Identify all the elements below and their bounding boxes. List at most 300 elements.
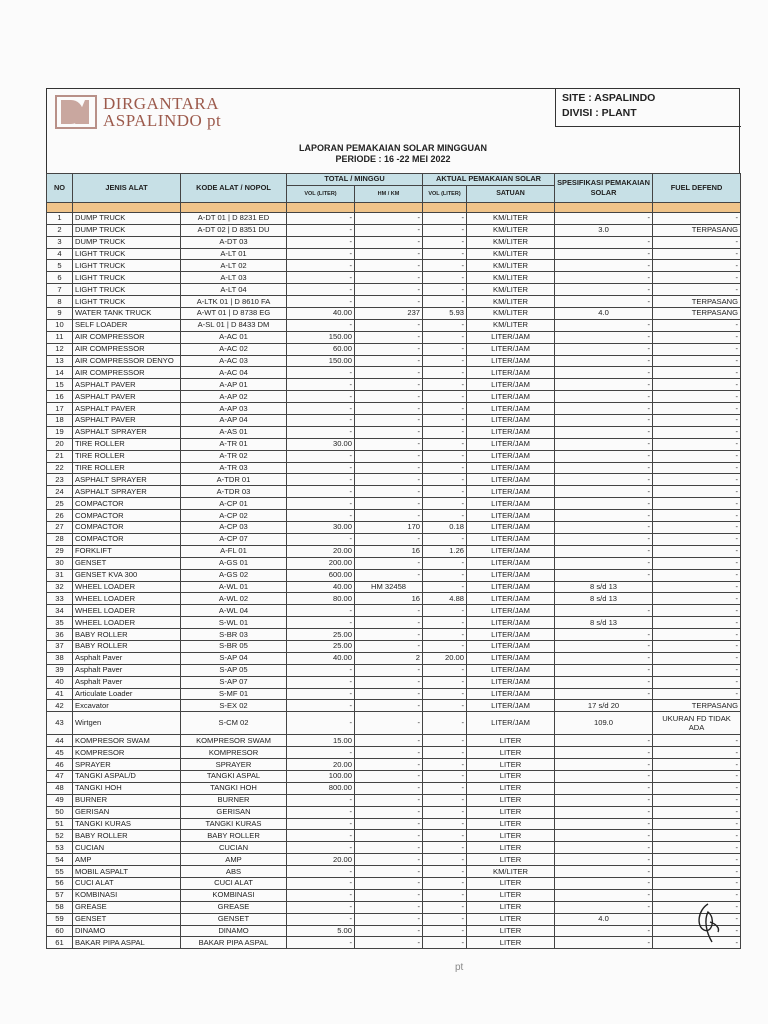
- table-row: [47, 557, 741, 569]
- cell-kode-alat: A-LT 04: [181, 284, 287, 296]
- cell-spesifikasi: -: [555, 260, 653, 272]
- col-header-jenis: JENIS ALAT: [73, 174, 181, 203]
- cell-vol-total: 40.00: [287, 652, 355, 664]
- table-row: [47, 545, 741, 557]
- cell-spesifikasi: -: [555, 629, 653, 641]
- cell-kode-alat: A-AP 01: [181, 379, 287, 391]
- cell-jenis-alat: AIR COMPRESSOR DENYO: [73, 355, 181, 367]
- table-row: [47, 450, 741, 462]
- cell-kode-alat: A-TDR 01: [181, 474, 287, 486]
- cell-vol-aktual: -: [423, 510, 467, 522]
- cell-vol-aktual: -: [423, 296, 467, 308]
- cell-jenis-alat: CUCI ALAT: [73, 877, 181, 889]
- cell-jenis-alat: WHEEL LOADER: [73, 593, 181, 605]
- cell-kode-alat: TANGKI ASPAL: [181, 770, 287, 782]
- cell-vol-aktual: -: [423, 770, 467, 782]
- cell-vol-total: 40.00: [287, 581, 355, 593]
- cell-jenis-alat: ASPHALT SPRAYER: [73, 486, 181, 498]
- cell-vol-aktual: 5.93: [423, 308, 467, 320]
- cell-hm-km: -: [355, 676, 423, 688]
- cell-vol-aktual: -: [423, 842, 467, 854]
- cell-kode-alat: S-BR 05: [181, 640, 287, 652]
- table-row: [47, 403, 741, 415]
- cell-spesifikasi: -: [555, 925, 653, 937]
- cell-spesifikasi: -: [555, 652, 653, 664]
- cell-fuel-defend: -: [653, 569, 741, 581]
- cell-vol-aktual: -: [423, 866, 467, 878]
- cell-no: 22: [47, 462, 73, 474]
- cell-no: 34: [47, 605, 73, 617]
- cell-fuel-defend: -: [653, 212, 741, 224]
- cell-kode-alat: A-LT 02: [181, 260, 287, 272]
- cell-jenis-alat: TANGKI HOH: [73, 782, 181, 794]
- table-row: [47, 617, 741, 629]
- cell-vol-total: -: [287, 415, 355, 427]
- cell-jenis-alat: DUMP TRUCK: [73, 212, 181, 224]
- cell-no: 44: [47, 735, 73, 747]
- cell-vol-aktual: -: [423, 925, 467, 937]
- cell-spesifikasi: 109.0: [555, 712, 653, 735]
- cell-hm-km: -: [355, 415, 423, 427]
- cell-kode-alat: A-GS 01: [181, 557, 287, 569]
- cell-kode-alat: KOMPRESOR: [181, 747, 287, 759]
- header-band: [47, 202, 741, 212]
- col-header-hm: HM / KM: [355, 185, 423, 202]
- cell-spesifikasi: -: [555, 284, 653, 296]
- table-row: [47, 818, 741, 830]
- cell-kode-alat: GENSET: [181, 913, 287, 925]
- cell-vol-aktual: -: [423, 782, 467, 794]
- cell-vol-total: -: [287, 664, 355, 676]
- cell-spesifikasi: -: [555, 272, 653, 284]
- cell-jenis-alat: ASPHALT PAVER: [73, 379, 181, 391]
- cell-fuel-defend: -: [653, 462, 741, 474]
- table-row: [47, 343, 741, 355]
- cell-kode-alat: A-AC 03: [181, 355, 287, 367]
- cell-no: 49: [47, 794, 73, 806]
- table-row: [47, 510, 741, 522]
- cell-vol-aktual: -: [423, 854, 467, 866]
- cell-jenis-alat: ASPHALT SPRAYER: [73, 426, 181, 438]
- col-header-vol2: VOL (LITER): [423, 185, 467, 202]
- cell-satuan: KM/LITER: [467, 236, 555, 248]
- table-row: [47, 830, 741, 842]
- cell-fuel-defend: -: [653, 581, 741, 593]
- cell-satuan: LITER/JAM: [467, 355, 555, 367]
- table-row: [47, 498, 741, 510]
- cell-vol-aktual: -: [423, 794, 467, 806]
- cell-vol-aktual: -: [423, 260, 467, 272]
- cell-hm-km: -: [355, 640, 423, 652]
- table-row: [47, 272, 741, 284]
- cell-kode-alat: A-LT 03: [181, 272, 287, 284]
- cell-kode-alat: A-AC 01: [181, 331, 287, 343]
- cell-hm-km: -: [355, 889, 423, 901]
- cell-fuel-defend: TERPASANG: [653, 224, 741, 236]
- cell-spesifikasi: -: [555, 486, 653, 498]
- cell-jenis-alat: DINAMO: [73, 925, 181, 937]
- cell-no: 32: [47, 581, 73, 593]
- cell-no: 26: [47, 510, 73, 522]
- cell-no: 17: [47, 403, 73, 415]
- cell-kode-alat: A-SL 01 | D 8433 DM: [181, 319, 287, 331]
- table-row: [47, 426, 741, 438]
- fuel-usage-table: [46, 173, 741, 949]
- cell-vol-total: -: [287, 296, 355, 308]
- cell-vol-total: 25.00: [287, 640, 355, 652]
- cell-satuan: LITER/JAM: [467, 450, 555, 462]
- cell-satuan: LITER/JAM: [467, 498, 555, 510]
- cell-jenis-alat: TANGKI KURAS: [73, 818, 181, 830]
- cell-vol-aktual: -: [423, 438, 467, 450]
- cell-no: 24: [47, 486, 73, 498]
- cell-jenis-alat: TANGKI ASPAL/D: [73, 770, 181, 782]
- cell-hm-km: -: [355, 806, 423, 818]
- cell-kode-alat: GREASE: [181, 901, 287, 913]
- table-row: [47, 901, 741, 913]
- cell-kode-alat: A-TR 02: [181, 450, 287, 462]
- cell-vol-aktual: -: [423, 901, 467, 913]
- cell-jenis-alat: ASPHALT SPRAYER: [73, 474, 181, 486]
- cell-fuel-defend: TERPASANG: [653, 700, 741, 712]
- footer-mark: pt: [455, 962, 464, 973]
- cell-satuan: KM/LITER: [467, 272, 555, 284]
- cell-vol-total: 20.00: [287, 759, 355, 771]
- cell-spesifikasi: -: [555, 450, 653, 462]
- cell-vol-total: 800.00: [287, 782, 355, 794]
- cell-no: 56: [47, 877, 73, 889]
- cell-jenis-alat: GERISAN: [73, 806, 181, 818]
- cell-satuan: LITER: [467, 806, 555, 818]
- cell-satuan: LITER: [467, 747, 555, 759]
- cell-vol-aktual: -: [423, 391, 467, 403]
- cell-hm-km: -: [355, 842, 423, 854]
- cell-no: 13: [47, 355, 73, 367]
- cell-kode-alat: DINAMO: [181, 925, 287, 937]
- cell-jenis-alat: Articulate Loader: [73, 688, 181, 700]
- cell-hm-km: 170: [355, 522, 423, 534]
- cell-jenis-alat: GENSET KVA 300: [73, 569, 181, 581]
- cell-no: 4: [47, 248, 73, 260]
- cell-vol-aktual: -: [423, 700, 467, 712]
- cell-vol-total: -: [287, 391, 355, 403]
- cell-vol-total: -: [287, 617, 355, 629]
- cell-vol-aktual: -: [423, 379, 467, 391]
- cell-hm-km: -: [355, 236, 423, 248]
- cell-kode-alat: A-LT 01: [181, 248, 287, 260]
- cell-spesifikasi: -: [555, 605, 653, 617]
- cell-satuan: LITER/JAM: [467, 462, 555, 474]
- table-row: [47, 438, 741, 450]
- cell-satuan: LITER/JAM: [467, 474, 555, 486]
- cell-fuel-defend: -: [653, 272, 741, 284]
- cell-spesifikasi: -: [555, 782, 653, 794]
- table-row: [47, 212, 741, 224]
- cell-jenis-alat: Asphalt Paver: [73, 676, 181, 688]
- cell-no: 12: [47, 343, 73, 355]
- cell-jenis-alat: AIR COMPRESSOR: [73, 367, 181, 379]
- cell-spesifikasi: 8 s/d 13: [555, 593, 653, 605]
- cell-kode-alat: A-CP 01: [181, 498, 287, 510]
- cell-hm-km: 237: [355, 308, 423, 320]
- cell-spesifikasi: -: [555, 877, 653, 889]
- cell-fuel-defend: -: [653, 925, 741, 937]
- cell-no: 37: [47, 640, 73, 652]
- cell-satuan: LITER: [467, 782, 555, 794]
- cell-vol-total: -: [287, 605, 355, 617]
- cell-fuel-defend: -: [653, 830, 741, 842]
- cell-vol-total: -: [287, 248, 355, 260]
- cell-hm-km: -: [355, 248, 423, 260]
- report-sheet: [46, 88, 740, 949]
- cell-no: 31: [47, 569, 73, 581]
- cell-no: 16: [47, 391, 73, 403]
- cell-vol-aktual: -: [423, 212, 467, 224]
- cell-fuel-defend: -: [653, 889, 741, 901]
- cell-fuel-defend: -: [653, 770, 741, 782]
- cell-satuan: LITER/JAM: [467, 652, 555, 664]
- cell-spesifikasi: -: [555, 331, 653, 343]
- company-logo-icon: [55, 95, 97, 129]
- cell-vol-total: -: [287, 533, 355, 545]
- cell-vol-total: 20.00: [287, 545, 355, 557]
- cell-kode-alat: A-GS 02: [181, 569, 287, 581]
- cell-no: 7: [47, 284, 73, 296]
- cell-hm-km: -: [355, 605, 423, 617]
- cell-hm-km: -: [355, 712, 423, 735]
- cell-vol-total: -: [287, 367, 355, 379]
- table-row: [47, 854, 741, 866]
- table-row: [47, 712, 741, 735]
- cell-satuan: KM/LITER: [467, 319, 555, 331]
- cell-vol-total: -: [287, 806, 355, 818]
- cell-vol-total: -: [287, 877, 355, 889]
- cell-hm-km: -: [355, 474, 423, 486]
- cell-vol-total: -: [287, 794, 355, 806]
- cell-no: 50: [47, 806, 73, 818]
- cell-vol-aktual: -: [423, 712, 467, 735]
- cell-kode-alat: S-AP 07: [181, 676, 287, 688]
- cell-no: 14: [47, 367, 73, 379]
- cell-vol-total: 30.00: [287, 522, 355, 534]
- cell-kode-alat: A-AC 02: [181, 343, 287, 355]
- cell-vol-total: 600.00: [287, 569, 355, 581]
- cell-vol-total: -: [287, 901, 355, 913]
- cell-no: 55: [47, 866, 73, 878]
- report-title: LAPORAN PEMAKAIAN SOLAR MINGGUAN: [299, 143, 487, 153]
- cell-vol-total: 200.00: [287, 557, 355, 569]
- cell-satuan: LITER/JAM: [467, 403, 555, 415]
- cell-fuel-defend: -: [653, 426, 741, 438]
- cell-no: 20: [47, 438, 73, 450]
- cell-spesifikasi: -: [555, 522, 653, 534]
- cell-no: 28: [47, 533, 73, 545]
- table-row: [47, 806, 741, 818]
- table-row: [47, 486, 741, 498]
- cell-vol-total: -: [287, 474, 355, 486]
- cell-kode-alat: SPRAYER: [181, 759, 287, 771]
- table-row: [47, 474, 741, 486]
- cell-satuan: LITER: [467, 937, 555, 949]
- cell-vol-total: 150.00: [287, 331, 355, 343]
- col-header-satuan: SATUAN: [467, 185, 555, 202]
- cell-jenis-alat: TIRE ROLLER: [73, 438, 181, 450]
- cell-fuel-defend: -: [653, 866, 741, 878]
- cell-satuan: LITER/JAM: [467, 569, 555, 581]
- cell-vol-total: -: [287, 866, 355, 878]
- cell-fuel-defend: -: [653, 629, 741, 641]
- cell-hm-km: -: [355, 284, 423, 296]
- cell-jenis-alat: KOMPRESOR SWAM: [73, 735, 181, 747]
- cell-spesifikasi: -: [555, 557, 653, 569]
- cell-fuel-defend: -: [653, 379, 741, 391]
- table-row: [47, 462, 741, 474]
- cell-kode-alat: AMP: [181, 854, 287, 866]
- cell-vol-aktual: -: [423, 415, 467, 427]
- cell-satuan: LITER/JAM: [467, 331, 555, 343]
- cell-no: 27: [47, 522, 73, 534]
- cell-jenis-alat: CUCIAN: [73, 842, 181, 854]
- cell-jenis-alat: WHEEL LOADER: [73, 605, 181, 617]
- cell-hm-km: -: [355, 770, 423, 782]
- cell-satuan: LITER/JAM: [467, 593, 555, 605]
- cell-hm-km: -: [355, 438, 423, 450]
- cell-no: 8: [47, 296, 73, 308]
- cell-satuan: LITER: [467, 913, 555, 925]
- cell-fuel-defend: TERPASANG: [653, 296, 741, 308]
- cell-jenis-alat: WATER TANK TRUCK: [73, 308, 181, 320]
- cell-vol-total: -: [287, 403, 355, 415]
- site-label: SITE : ASPALINDO: [562, 92, 656, 104]
- cell-vol-aktual: -: [423, 450, 467, 462]
- cell-no: 18: [47, 415, 73, 427]
- cell-kode-alat: S-WL 01: [181, 617, 287, 629]
- table-row: [47, 533, 741, 545]
- cell-vol-aktual: -: [423, 581, 467, 593]
- cell-kode-alat: GERISAN: [181, 806, 287, 818]
- cell-vol-aktual: -: [423, 462, 467, 474]
- cell-kode-alat: A-DT 02 | D 8351 DU: [181, 224, 287, 236]
- cell-no: 6: [47, 272, 73, 284]
- cell-satuan: LITER/JAM: [467, 438, 555, 450]
- cell-fuel-defend: -: [653, 842, 741, 854]
- cell-kode-alat: S-BR 03: [181, 629, 287, 641]
- cell-hm-km: -: [355, 913, 423, 925]
- cell-vol-total: -: [287, 236, 355, 248]
- cell-spesifikasi: 3.0: [555, 224, 653, 236]
- cell-vol-total: 5.00: [287, 925, 355, 937]
- cell-spesifikasi: -: [555, 747, 653, 759]
- cell-fuel-defend: -: [653, 545, 741, 557]
- cell-spesifikasi: -: [555, 510, 653, 522]
- col-header-total: TOTAL / MINGGU: [287, 174, 423, 186]
- cell-no: 60: [47, 925, 73, 937]
- cell-no: 35: [47, 617, 73, 629]
- cell-kode-alat: A-AC 04: [181, 367, 287, 379]
- table-row: [47, 652, 741, 664]
- cell-kode-alat: CUCIAN: [181, 842, 287, 854]
- cell-satuan: LITER/JAM: [467, 676, 555, 688]
- cell-spesifikasi: -: [555, 842, 653, 854]
- cell-spesifikasi: -: [555, 830, 653, 842]
- table-row: [47, 866, 741, 878]
- cell-fuel-defend: -: [653, 557, 741, 569]
- cell-satuan: LITER/JAM: [467, 629, 555, 641]
- cell-no: 5: [47, 260, 73, 272]
- cell-jenis-alat: Excavator: [73, 700, 181, 712]
- cell-jenis-alat: COMPACTOR: [73, 522, 181, 534]
- table-row: [47, 735, 741, 747]
- cell-kode-alat: BABY ROLLER: [181, 830, 287, 842]
- cell-jenis-alat: LIGHT TRUCK: [73, 260, 181, 272]
- report-period: PERIODE : 16 -22 MEI 2022: [335, 154, 451, 164]
- cell-kode-alat: TANGKI KURAS: [181, 818, 287, 830]
- cell-no: 25: [47, 498, 73, 510]
- cell-spesifikasi: -: [555, 818, 653, 830]
- cell-fuel-defend: -: [653, 355, 741, 367]
- cell-spesifikasi: -: [555, 391, 653, 403]
- cell-satuan: LITER: [467, 770, 555, 782]
- divisi-label: DIVISI : PLANT: [562, 107, 637, 119]
- cell-spesifikasi: -: [555, 355, 653, 367]
- cell-fuel-defend: -: [653, 284, 741, 296]
- table-row: [47, 770, 741, 782]
- cell-fuel-defend: -: [653, 735, 741, 747]
- cell-jenis-alat: Wirtgen: [73, 712, 181, 735]
- cell-hm-km: -: [355, 319, 423, 331]
- table-body: [47, 212, 741, 948]
- cell-satuan: LITER/JAM: [467, 605, 555, 617]
- cell-satuan: LITER/JAM: [467, 533, 555, 545]
- cell-no: 54: [47, 854, 73, 866]
- table-row: [47, 355, 741, 367]
- cell-vol-total: -: [287, 913, 355, 925]
- cell-jenis-alat: BABY ROLLER: [73, 830, 181, 842]
- cell-fuel-defend: -: [653, 474, 741, 486]
- cell-satuan: LITER/JAM: [467, 486, 555, 498]
- cell-spesifikasi: -: [555, 688, 653, 700]
- cell-fuel-defend: -: [653, 782, 741, 794]
- cell-satuan: LITER/JAM: [467, 426, 555, 438]
- cell-satuan: LITER/JAM: [467, 640, 555, 652]
- table-row: [47, 391, 741, 403]
- cell-vol-total: -: [287, 747, 355, 759]
- cell-hm-km: -: [355, 557, 423, 569]
- cell-spesifikasi: -: [555, 889, 653, 901]
- table-row: [47, 688, 741, 700]
- cell-spesifikasi: -: [555, 343, 653, 355]
- cell-jenis-alat: GREASE: [73, 901, 181, 913]
- cell-hm-km: -: [355, 224, 423, 236]
- cell-vol-aktual: 1.26: [423, 545, 467, 557]
- cell-vol-aktual: -: [423, 284, 467, 296]
- cell-fuel-defend: -: [653, 877, 741, 889]
- cell-jenis-alat: COMPACTOR: [73, 533, 181, 545]
- cell-fuel-defend: -: [653, 605, 741, 617]
- table-row: [47, 331, 741, 343]
- cell-vol-aktual: -: [423, 605, 467, 617]
- cell-jenis-alat: GENSET: [73, 557, 181, 569]
- cell-vol-total: -: [287, 272, 355, 284]
- cell-vol-aktual: -: [423, 735, 467, 747]
- cell-satuan: LITER: [467, 735, 555, 747]
- table-row: [47, 379, 741, 391]
- cell-spesifikasi: 4.0: [555, 913, 653, 925]
- cell-hm-km: -: [355, 854, 423, 866]
- cell-jenis-alat: WHEEL LOADER: [73, 617, 181, 629]
- cell-fuel-defend: -: [653, 794, 741, 806]
- cell-spesifikasi: -: [555, 474, 653, 486]
